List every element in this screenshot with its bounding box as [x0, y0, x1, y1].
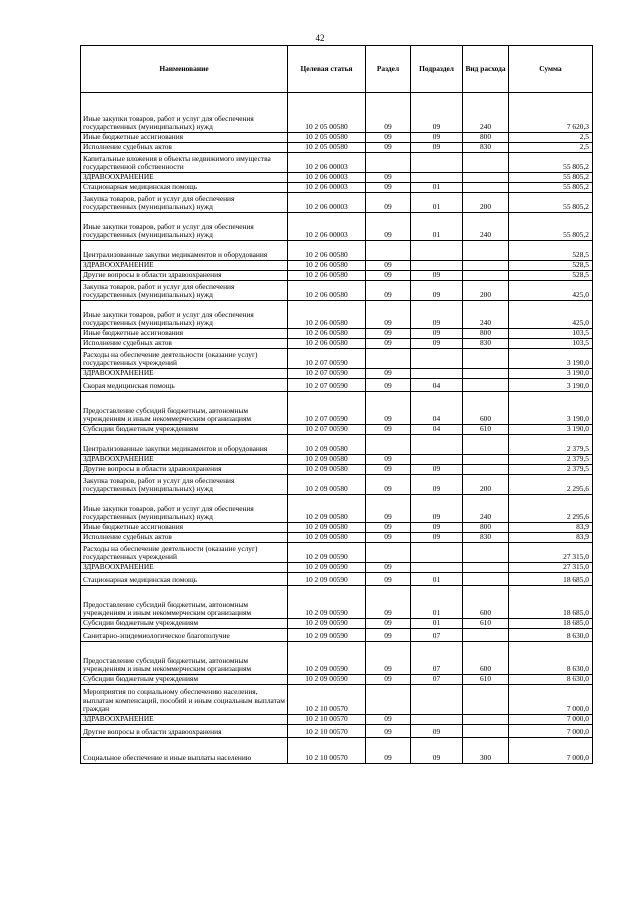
- cell-name: Закупка товаров, работ и услуг для обеспечения государственных (муниципальных) нужд: [81, 281, 288, 301]
- cell-section: 09: [366, 586, 411, 619]
- cell-target-article: 10 2 06 00580: [288, 281, 366, 301]
- cell-target-article: 10 2 06 00580: [288, 301, 366, 329]
- cell-name: Предоставление субсидий бюджетным, автономным учреждениям и иным некоммерческим организациям: [81, 392, 288, 425]
- cell-amount: 425,0: [509, 281, 593, 301]
- cell-target-article: 10 2 06 00003: [288, 213, 366, 241]
- table-row: [81, 143, 593, 153]
- cell-section: 09: [366, 475, 411, 495]
- cell-subsection: 01: [411, 183, 463, 193]
- cell-target-article: 10 2 06 00580: [288, 339, 366, 349]
- cell-target-article: 10 2 06 00580: [288, 271, 366, 281]
- cell-subsection: 09: [411, 725, 463, 738]
- cell-section: [366, 153, 411, 173]
- cell-section: 09: [366, 533, 411, 543]
- cell-name: Иные закупки товаров, работ и услуг для обеспечения государственных (муниципальных) нужд: [81, 213, 288, 241]
- cell-subsection: [411, 153, 463, 173]
- cell-expense-kind: [463, 715, 509, 725]
- cell-amount: 8 630,0: [509, 629, 593, 642]
- table-row: [81, 533, 593, 543]
- cell-expense-kind: [463, 455, 509, 465]
- cell-subsection: 01: [411, 619, 463, 629]
- header-amount: Сумма: [509, 46, 593, 93]
- cell-expense-kind: 830: [463, 533, 509, 543]
- cell-section: 09: [366, 425, 411, 435]
- cell-expense-kind: [463, 543, 509, 563]
- cell-target-article: 10 2 06 00003: [288, 173, 366, 183]
- cell-name: Иные закупки товаров, работ и услуг для обеспечения государственных (муниципальных) нужд: [81, 301, 288, 329]
- cell-section: [366, 349, 411, 369]
- cell-expense-kind: 600: [463, 392, 509, 425]
- table-row: [81, 369, 593, 379]
- cell-name: Мероприятия по социальному обеспечению населения, выплатам компенсаций, пособий и иным социальным выплатам граждан: [81, 685, 288, 715]
- cell-section: [366, 241, 411, 261]
- table-row: [81, 495, 593, 523]
- cell-expense-kind: [463, 725, 509, 738]
- cell-target-article: 10 2 06 00580: [288, 241, 366, 261]
- table-row: [81, 629, 593, 642]
- cell-name: Централизованные закупки медикаментов и оборудования: [81, 435, 288, 455]
- cell-subsection: 01: [411, 193, 463, 213]
- cell-name: Исполнение судебных актов: [81, 339, 288, 349]
- cell-section: 09: [366, 339, 411, 349]
- table-row: [81, 619, 593, 629]
- cell-expense-kind: 240: [463, 213, 509, 241]
- cell-target-article: 10 2 07 00590: [288, 379, 366, 392]
- table-row: [81, 392, 593, 425]
- cell-amount: 18 685,0: [509, 619, 593, 629]
- table-row: [81, 738, 593, 764]
- cell-amount: 425,0: [509, 301, 593, 329]
- cell-expense-kind: [463, 241, 509, 261]
- cell-name: ЗДРАВООХРАНЕНИЕ: [81, 173, 288, 183]
- cell-expense-kind: [463, 271, 509, 281]
- cell-section: 09: [366, 738, 411, 764]
- table-row: [81, 465, 593, 475]
- cell-amount: 528,5: [509, 271, 593, 281]
- cell-section: 09: [366, 133, 411, 143]
- cell-name: Другие вопросы в области здравоохранения: [81, 725, 288, 738]
- table-header-row: [81, 46, 593, 93]
- cell-name: Другие вопросы в области здравоохранения: [81, 271, 288, 281]
- cell-amount: 55 805,2: [509, 173, 593, 183]
- cell-expense-kind: 200: [463, 281, 509, 301]
- cell-amount: 27 315,0: [509, 563, 593, 573]
- table-row: [81, 281, 593, 301]
- cell-expense-kind: 240: [463, 301, 509, 329]
- cell-target-article: 10 2 07 00590: [288, 349, 366, 369]
- table-row: [81, 715, 593, 725]
- header-target-article: Целевая статья: [288, 46, 366, 93]
- cell-expense-kind: 830: [463, 339, 509, 349]
- cell-expense-kind: [463, 465, 509, 475]
- cell-amount: 2 379,5: [509, 455, 593, 465]
- cell-target-article: 10 2 09 00590: [288, 573, 366, 586]
- cell-expense-kind: 200: [463, 475, 509, 495]
- table-row: [81, 475, 593, 495]
- cell-subsection: [411, 173, 463, 183]
- header-subsection: Подраздел: [411, 46, 463, 93]
- cell-name: Другие вопросы в области здравоохранения: [81, 465, 288, 475]
- header-section: Раздел: [366, 46, 411, 93]
- table-row: [81, 425, 593, 435]
- cell-target-article: 10 2 06 00580: [288, 329, 366, 339]
- cell-target-article: 10 2 06 00003: [288, 153, 366, 173]
- table-row: [81, 563, 593, 573]
- cell-amount: 3 190,0: [509, 392, 593, 425]
- cell-target-article: 10 2 06 00003: [288, 193, 366, 213]
- cell-section: [366, 543, 411, 563]
- cell-section: 09: [366, 379, 411, 392]
- cell-subsection: 09: [411, 465, 463, 475]
- cell-expense-kind: [463, 349, 509, 369]
- cell-name: Предоставление субсидий бюджетным, автономным учреждениям и иным некоммерческим организациям: [81, 642, 288, 675]
- cell-name: ЗДРАВООХРАНЕНИЕ: [81, 369, 288, 379]
- cell-expense-kind: 300: [463, 738, 509, 764]
- cell-name: Расходы на обеспечение деятельности (оказание услуг) государственных учреждений: [81, 349, 288, 369]
- table-row: [81, 725, 593, 738]
- cell-amount: 55 805,2: [509, 153, 593, 173]
- cell-amount: 2,5: [509, 143, 593, 153]
- cell-target-article: 10 2 09 00580: [288, 455, 366, 465]
- cell-subsection: [411, 715, 463, 725]
- cell-section: 09: [366, 392, 411, 425]
- cell-section: 09: [366, 329, 411, 339]
- cell-section: 09: [366, 563, 411, 573]
- cell-section: 09: [366, 675, 411, 685]
- cell-amount: 103,5: [509, 339, 593, 349]
- table-row: [81, 685, 593, 715]
- header-expense-kind: Вид расхода: [463, 46, 509, 93]
- header-name: Наименование: [81, 46, 288, 93]
- cell-target-article: 10 2 06 00580: [288, 261, 366, 271]
- cell-subsection: [411, 435, 463, 455]
- cell-expense-kind: [463, 563, 509, 573]
- cell-expense-kind: 610: [463, 675, 509, 685]
- cell-expense-kind: [463, 153, 509, 173]
- cell-subsection: 04: [411, 379, 463, 392]
- table-row: [81, 379, 593, 392]
- cell-name: Субсидии бюджетным учреждениям: [81, 675, 288, 685]
- cell-target-article: 10 2 07 00590: [288, 369, 366, 379]
- cell-name: Иные закупки товаров, работ и услуг для обеспечения государственных (муниципальных) нужд: [81, 93, 288, 133]
- cell-target-article: 10 2 07 00590: [288, 392, 366, 425]
- cell-amount: 3 190,0: [509, 379, 593, 392]
- cell-amount: 7 000,0: [509, 725, 593, 738]
- cell-expense-kind: 830: [463, 143, 509, 153]
- cell-name: Исполнение судебных актов: [81, 533, 288, 543]
- cell-section: 09: [366, 301, 411, 329]
- cell-subsection: 04: [411, 392, 463, 425]
- cell-section: 09: [366, 369, 411, 379]
- cell-target-article: 10 2 09 00590: [288, 619, 366, 629]
- cell-amount: 2 295,6: [509, 475, 593, 495]
- cell-subsection: 07: [411, 642, 463, 675]
- cell-name: ЗДРАВООХРАНЕНИЕ: [81, 261, 288, 271]
- table-row: [81, 455, 593, 465]
- page-number: 42: [315, 33, 325, 43]
- cell-amount: 7 000,0: [509, 715, 593, 725]
- cell-section: 09: [366, 183, 411, 193]
- cell-target-article: 10 2 05 00580: [288, 133, 366, 143]
- cell-name: Расходы на обеспечение деятельности (оказание услуг) государственных учреждений: [81, 543, 288, 563]
- cell-subsection: 09: [411, 271, 463, 281]
- cell-amount: 7 000,0: [509, 685, 593, 715]
- cell-expense-kind: [463, 573, 509, 586]
- cell-target-article: 10 2 10 00570: [288, 715, 366, 725]
- cell-target-article: 10 2 09 00580: [288, 533, 366, 543]
- cell-target-article: 10 2 09 00590: [288, 629, 366, 642]
- cell-amount: 7 620,3: [509, 93, 593, 133]
- cell-expense-kind: [463, 685, 509, 715]
- cell-amount: 103,5: [509, 329, 593, 339]
- cell-section: 09: [366, 193, 411, 213]
- cell-target-article: 10 2 09 00590: [288, 543, 366, 563]
- cell-name: Закупка товаров, работ и услуг для обеспечения государственных (муниципальных) нужд: [81, 475, 288, 495]
- cell-name: ЗДРАВООХРАНЕНИЕ: [81, 455, 288, 465]
- table-row: [81, 133, 593, 143]
- cell-section: 09: [366, 642, 411, 675]
- table-row: [81, 543, 593, 563]
- cell-expense-kind: 610: [463, 619, 509, 629]
- cell-expense-kind: [463, 435, 509, 455]
- cell-amount: 2 379,5: [509, 465, 593, 475]
- cell-name: Закупка товаров, работ и услуг для обеспечения государственных (муниципальных) нужд: [81, 193, 288, 213]
- cell-section: 09: [366, 725, 411, 738]
- cell-amount: 528,5: [509, 261, 593, 271]
- cell-target-article: 10 2 05 00580: [288, 143, 366, 153]
- cell-subsection: 01: [411, 586, 463, 619]
- cell-subsection: [411, 261, 463, 271]
- cell-target-article: 10 2 10 00570: [288, 685, 366, 715]
- cell-section: 09: [366, 213, 411, 241]
- cell-expense-kind: 800: [463, 133, 509, 143]
- table-row: [81, 435, 593, 455]
- cell-expense-kind: 240: [463, 93, 509, 133]
- cell-target-article: 10 2 09 00580: [288, 465, 366, 475]
- cell-expense-kind: [463, 183, 509, 193]
- budget-table: [80, 45, 593, 764]
- table-row: [81, 329, 593, 339]
- cell-amount: 3 190,0: [509, 369, 593, 379]
- cell-target-article: 10 2 09 00590: [288, 586, 366, 619]
- table-row: [81, 271, 593, 281]
- table-row: [81, 523, 593, 533]
- table-row: [81, 241, 593, 261]
- cell-target-article: 10 2 10 00570: [288, 738, 366, 764]
- cell-expense-kind: [463, 629, 509, 642]
- cell-name: Санитарно-эпидемиологическое благополучие: [81, 629, 288, 642]
- cell-section: 09: [366, 573, 411, 586]
- cell-subsection: 01: [411, 573, 463, 586]
- cell-name: ЗДРАВООХРАНЕНИЕ: [81, 715, 288, 725]
- cell-target-article: 10 2 09 00590: [288, 675, 366, 685]
- cell-expense-kind: [463, 261, 509, 271]
- cell-subsection: 09: [411, 475, 463, 495]
- cell-name: Предоставление субсидий бюджетным, автономным учреждениям и иным некоммерческим организациям: [81, 586, 288, 619]
- cell-name: ЗДРАВООХРАНЕНИЕ: [81, 563, 288, 573]
- cell-subsection: 09: [411, 301, 463, 329]
- cell-amount: 3 190,0: [509, 349, 593, 369]
- cell-expense-kind: 200: [463, 193, 509, 213]
- cell-expense-kind: 600: [463, 586, 509, 619]
- cell-subsection: 07: [411, 629, 463, 642]
- cell-section: 09: [366, 261, 411, 271]
- cell-subsection: 09: [411, 339, 463, 349]
- table-row: [81, 339, 593, 349]
- table-row: [81, 301, 593, 329]
- cell-name: Капитальные вложения в объекты недвижимого имущества государственной собственности: [81, 153, 288, 173]
- cell-target-article: 10 2 09 00580: [288, 523, 366, 533]
- cell-section: 09: [366, 281, 411, 301]
- cell-expense-kind: [463, 173, 509, 183]
- cell-amount: 528,5: [509, 241, 593, 261]
- cell-expense-kind: [463, 369, 509, 379]
- cell-section: 09: [366, 173, 411, 183]
- cell-amount: 27 315,0: [509, 543, 593, 563]
- cell-expense-kind: 600: [463, 642, 509, 675]
- table-row: [81, 586, 593, 619]
- cell-target-article: 10 2 07 00590: [288, 425, 366, 435]
- cell-amount: 83,9: [509, 533, 593, 543]
- cell-name: Субсидии бюджетным учреждениям: [81, 619, 288, 629]
- cell-target-article: 10 2 09 00580: [288, 495, 366, 523]
- table-row: [81, 573, 593, 586]
- cell-subsection: 09: [411, 281, 463, 301]
- cell-name: Централизованные закупки медикаментов и оборудования: [81, 241, 288, 261]
- cell-section: 09: [366, 93, 411, 133]
- table-row: [81, 261, 593, 271]
- cell-subsection: 09: [411, 533, 463, 543]
- cell-amount: 55 805,2: [509, 213, 593, 241]
- cell-name: Иные бюджетные ассигнования: [81, 329, 288, 339]
- cell-target-article: 10 2 09 00590: [288, 563, 366, 573]
- table-row: [81, 642, 593, 675]
- cell-expense-kind: 610: [463, 425, 509, 435]
- cell-section: 09: [366, 619, 411, 629]
- cell-name: Иные бюджетные ассигнования: [81, 133, 288, 143]
- cell-amount: 18 685,0: [509, 586, 593, 619]
- cell-section: 09: [366, 143, 411, 153]
- cell-name: Социальное обеспечение и иные выплаты населению: [81, 738, 288, 764]
- cell-subsection: [411, 685, 463, 715]
- cell-expense-kind: 800: [463, 523, 509, 533]
- cell-amount: 83,9: [509, 523, 593, 533]
- cell-subsection: 07: [411, 675, 463, 685]
- cell-subsection: [411, 455, 463, 465]
- cell-subsection: 09: [411, 738, 463, 764]
- cell-subsection: 09: [411, 143, 463, 153]
- cell-section: [366, 685, 411, 715]
- cell-amount: 2 295,6: [509, 495, 593, 523]
- cell-target-article: 10 2 05 00580: [288, 93, 366, 133]
- cell-section: 09: [366, 495, 411, 523]
- cell-subsection: [411, 563, 463, 573]
- cell-section: 09: [366, 715, 411, 725]
- cell-section: 09: [366, 629, 411, 642]
- cell-target-article: 10 2 06 00003: [288, 183, 366, 193]
- cell-amount: 2 379,5: [509, 435, 593, 455]
- cell-amount: 55 805,2: [509, 183, 593, 193]
- table-row: [81, 349, 593, 369]
- table-row: [81, 173, 593, 183]
- cell-amount: 55 805,2: [509, 193, 593, 213]
- cell-expense-kind: [463, 379, 509, 392]
- cell-name: Исполнение судебных актов: [81, 143, 288, 153]
- cell-section: 09: [366, 455, 411, 465]
- cell-section: 09: [366, 523, 411, 533]
- table-row: [81, 93, 593, 133]
- cell-name: Скорая медицинская помощь: [81, 379, 288, 392]
- table-row: [81, 213, 593, 241]
- cell-subsection: 04: [411, 425, 463, 435]
- cell-name: Иные закупки товаров, работ и услуг для обеспечения государственных (муниципальных) нужд: [81, 495, 288, 523]
- cell-name: Субсидии бюджетным учреждениям: [81, 425, 288, 435]
- cell-name: Стационарная медицинская помощь: [81, 573, 288, 586]
- cell-subsection: 09: [411, 495, 463, 523]
- cell-expense-kind: 800: [463, 329, 509, 339]
- cell-subsection: 09: [411, 523, 463, 533]
- cell-section: [366, 435, 411, 455]
- table-row: [81, 193, 593, 213]
- cell-name: Иные бюджетные ассигнования: [81, 523, 288, 533]
- cell-target-article: 10 2 09 00590: [288, 642, 366, 675]
- cell-amount: 2,5: [509, 133, 593, 143]
- cell-subsection: 01: [411, 213, 463, 241]
- cell-subsection: 09: [411, 93, 463, 133]
- cell-name: Стационарная медицинская помощь: [81, 183, 288, 193]
- cell-expense-kind: 240: [463, 495, 509, 523]
- cell-subsection: 09: [411, 133, 463, 143]
- cell-target-article: 10 2 09 00580: [288, 435, 366, 455]
- cell-amount: 8 630,0: [509, 642, 593, 675]
- cell-subsection: [411, 241, 463, 261]
- cell-section: 09: [366, 271, 411, 281]
- cell-subsection: [411, 369, 463, 379]
- table-row: [81, 675, 593, 685]
- table-row: [81, 153, 593, 173]
- table-row: [81, 183, 593, 193]
- cell-amount: 8 630,0: [509, 675, 593, 685]
- cell-target-article: 10 2 10 00570: [288, 725, 366, 738]
- cell-target-article: 10 2 09 00580: [288, 475, 366, 495]
- cell-subsection: [411, 543, 463, 563]
- cell-amount: 18 685,0: [509, 573, 593, 586]
- cell-amount: 3 190,0: [509, 425, 593, 435]
- cell-amount: 7 000,0: [509, 738, 593, 764]
- cell-subsection: [411, 349, 463, 369]
- cell-subsection: 09: [411, 329, 463, 339]
- table-body: [81, 93, 593, 764]
- cell-section: 09: [366, 465, 411, 475]
